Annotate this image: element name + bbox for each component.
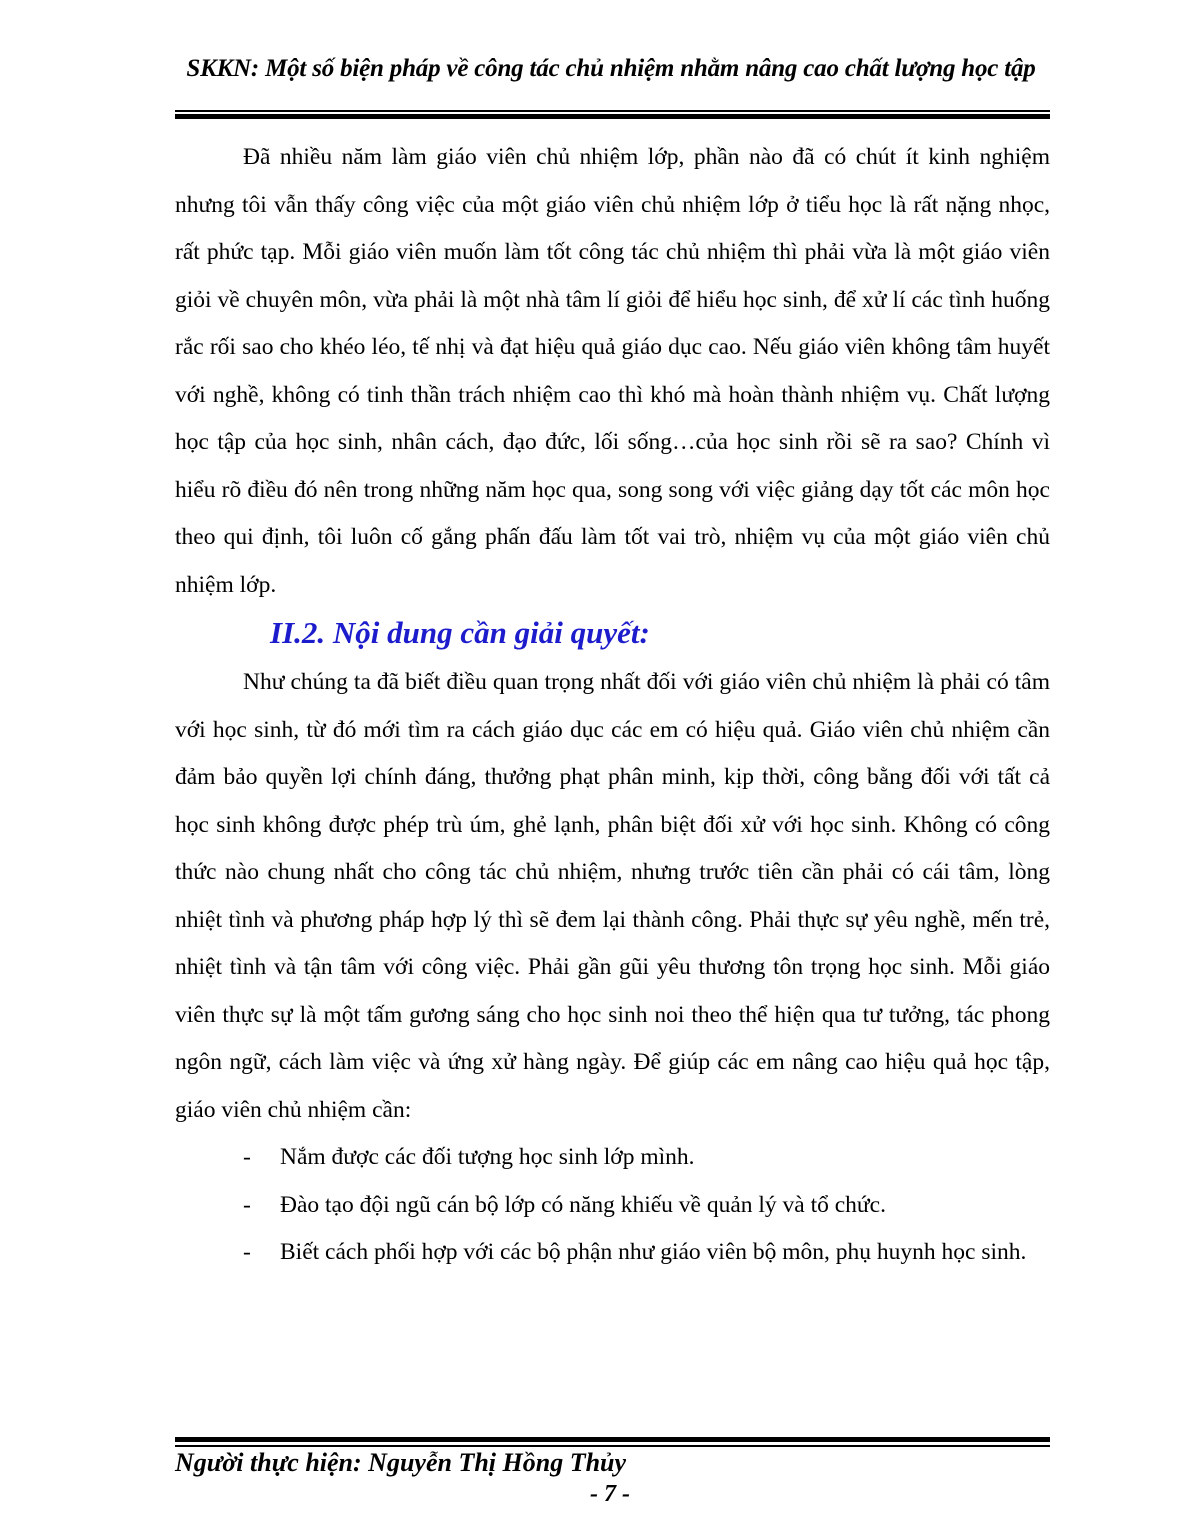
paragraph: Như chúng ta đã biết điều quan trọng nhất đối với giáo viên chủ nhiệm là phải có tâm với học sinh, từ đó mới tìm ra cách giáo dục các em có hiệu quả. Giáo viên chủ nhiệm cần đảm bảo quyền lợi chính đáng, thưởng phạt phân minh, kịp thời, công bằng đối với tất cả học sinh không được phép trù úm, ghẻ lạnh, phân biệt đối xử với học sinh. Không có công thức nào chung nhất cho công tác chủ nhiệm, nhưng trước tiên cần phải có cái tâm, lòng nhiệt tình và phương pháp hợp lý thì sẽ đem lại thành công. Phải thực sự yêu nghề, mến trẻ, nhiệt tình và tận tâm với công việc. Phải gần gũi yêu thương tôn trọng học sinh. Mỗi giáo viên thực sự là một tấm gương sáng cho học sinh noi theo thể hiện qua tư tưởng, tác phong ngôn ngữ, cách làm việc và ứng xử hàng ngày. Để giúp các em nâng cao hiệu quả học tập, giáo viên chủ nhiệm cần: bbox=[175, 669, 1050, 1123]
header-rule-thin bbox=[175, 110, 1050, 112]
header-rule-thick bbox=[175, 114, 1050, 119]
bullet-text: Nắm được các đối tượng học sinh lớp mình. bbox=[280, 1144, 695, 1170]
bullet-item bbox=[175, 1134, 1050, 1182]
footer-rule-thin bbox=[175, 1445, 1050, 1447]
bullet-marker: - bbox=[243, 1191, 251, 1218]
bullet-marker: - bbox=[243, 1239, 251, 1265]
bullet-item bbox=[175, 1229, 1050, 1277]
bullet-text: Biết cách phối hợp với các bộ phận như giáo viên bộ môn, phụ huynh học sinh. bbox=[280, 1239, 1027, 1265]
document-body bbox=[175, 134, 1050, 1277]
document-title: SKKN: Một số biện pháp về công tác chủ nhiệm nhằm nâng cao chất lượng học tập bbox=[186, 55, 1036, 82]
bullet-item bbox=[175, 1182, 1050, 1230]
bullet-marker: - bbox=[243, 1144, 251, 1170]
footer-author: Người thực hiện: Nguyễn Thị Hồng Thủy bbox=[175, 1448, 627, 1477]
paragraph: Đã nhiều năm làm giáo viên chủ nhiệm lớp, phần nào đã có chút ít kinh nghiệm nhưng tôi vẫn thấy công việc của một giáo viên chủ nhiệm lớp ở tiểu học là rất nặng nhọc, rất phức tạp. Mỗi giáo viên muốn làm tốt công tác chủ nhiệm thì phải vừa là một giáo viên giỏi về chuyên môn, vừa phải là một nhà tâm lí giỏi để hiểu học sinh, để xử lí các tình huống rắc rối sao cho khéo léo, tế nhị và đạt hiệu quả giáo dục cao. Nếu giáo viên không tâm huyết với nghề, không có tinh thần trách nhiệm cao thì khó mà hoàn thành nhiệm vụ. Chất lượng học tập của học sinh, nhân cách, đạo đức, lối sống…của học sinh rồi sẽ ra sao? Chính vì hiểu rõ điều đó nên trong những năm học qua, song song với việc giảng dạy tốt các môn học theo qui định, tôi luôn cố gắng phấn đấu làm tốt vai trò, nhiệm vụ của một giáo viên chủ nhiệm lớp. bbox=[175, 144, 1050, 598]
section-heading: II.2. Nội dung cần giải quyết: bbox=[270, 615, 650, 650]
footer-rule-thick bbox=[175, 1437, 1050, 1442]
bullet-text: Đào tạo đội ngũ cán bộ lớp có năng khiếu về quản lý và tổ chức. bbox=[280, 1191, 886, 1218]
page-number: - 7 - bbox=[590, 1481, 630, 1507]
